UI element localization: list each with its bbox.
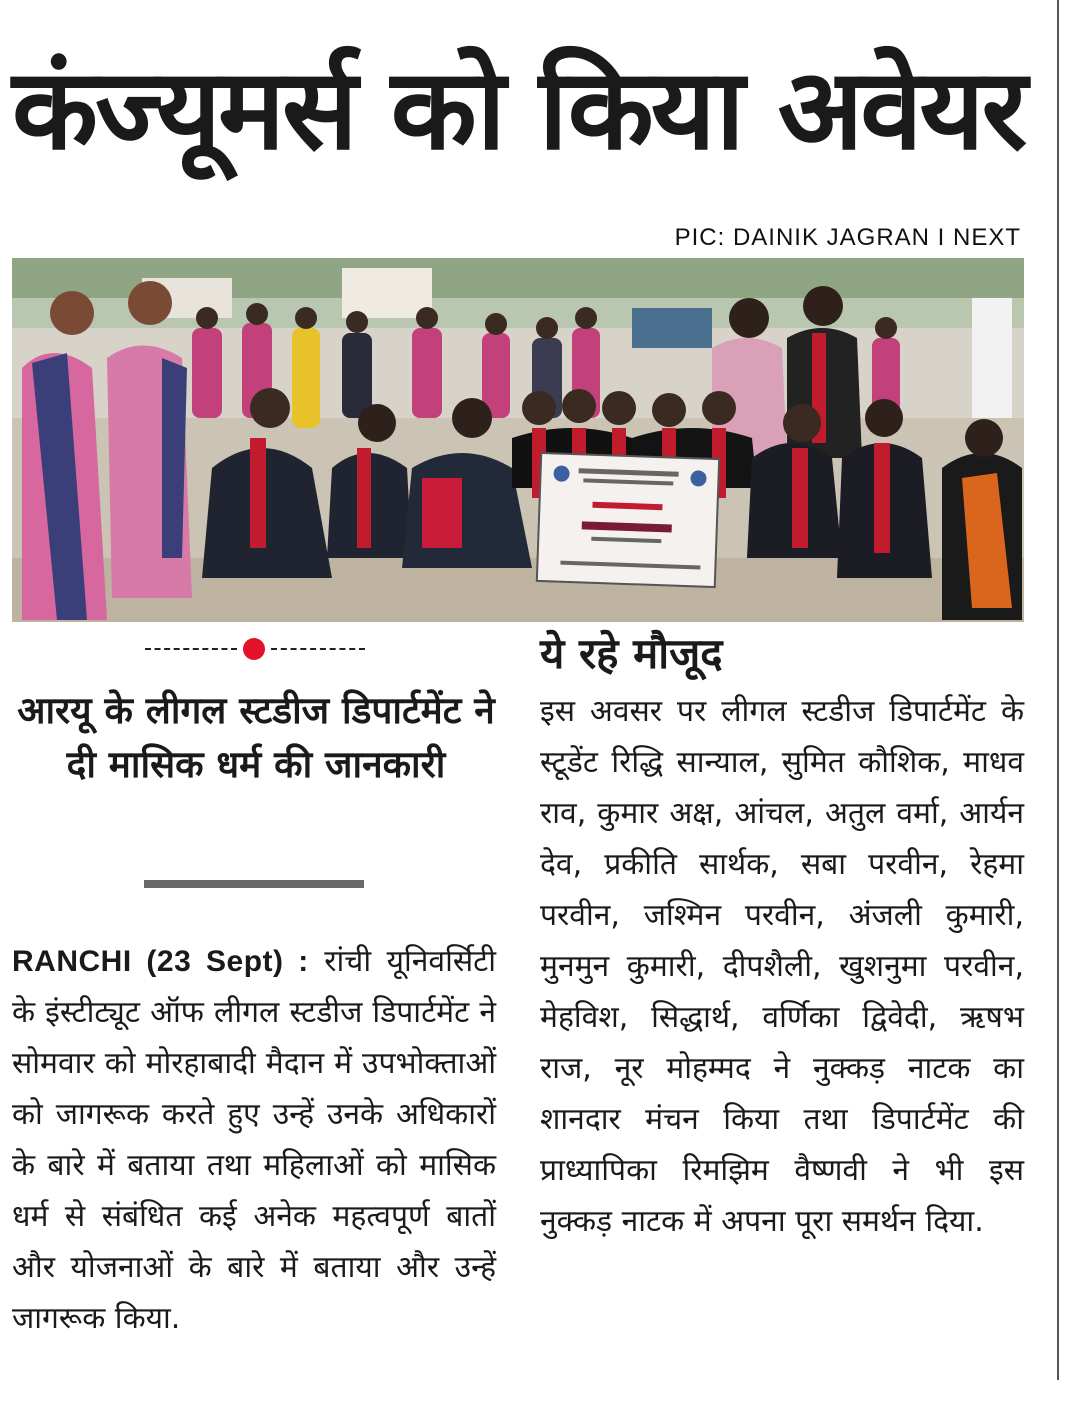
section-title: ये रहे मौजूद <box>540 629 723 678</box>
dash-line-left <box>145 648 237 650</box>
subhead-rule <box>144 880 364 888</box>
group-photo-illustration <box>12 258 1024 622</box>
section-ornament <box>145 638 365 660</box>
news-photo <box>12 258 1024 622</box>
headline: कंज्यूमर्स को किया अवेयर <box>12 45 1025 175</box>
article-body-right: इस अवसर पर लीगल स्टडीज डिपार्टमेंट के स्टूडेंट रिद्धि सान्याल, सुमित कौशिक, माधव राव, कुमार अक्ष, आंचल, अतुल वर्मा, आर्यन देव, प्रकीति सार्थक, सबा परवीन, रेहमा परवीन, जश्मिन परवीन, अंजली कुमारी, मुनमुन कुमारी, दीपशैली, खुशनुमा परवीन, मेहविश, सिद्धार्थ, वर्णिका द्विवेदी, ऋषभ राज, नूर मोहम्मद ने नुक्कड़ नाटक का शानदार मंचन किया तथा डिपार्टमेंट की प्राध्यापिका रिमझिम वैष्णवी ने भी इस नुक्कड़ नाटक में अपना पूरा समर्थन दिया. <box>540 694 1024 1239</box>
subheadline: आरयू के लीगल स्टडीज डिपार्टमेंट ने दी मासिक धर्म की जानकारी <box>17 689 495 786</box>
dash-line-right <box>271 648 365 650</box>
body-left-text: रांची यूनिवर्सिटी के इंस्टीट्यूट ऑफ लीगल स्टडीज डिपार्टमेंट ने सोमवार को मोरहाबादी मैदान में उपभोक्ताओं को जागरूक करते हुए उन्हें उनके अधिकारों के बारे में बताया तथा महिलाओं को मासिक धर्म से संबंधित कई अनेक महत्वपूर्ण बातों और योजनाओं के बारे में बताया और उन्हें जागरूक किया. <box>12 944 497 1336</box>
article-body-left <box>12 936 496 1344</box>
dateline: RANCHI (23 Sept) : <box>12 945 309 978</box>
column-rule <box>1057 0 1059 1380</box>
photo-credit: PIC: DAINIK JAGRAN I NEXT <box>674 224 1021 251</box>
ornament-dot <box>243 638 265 660</box>
